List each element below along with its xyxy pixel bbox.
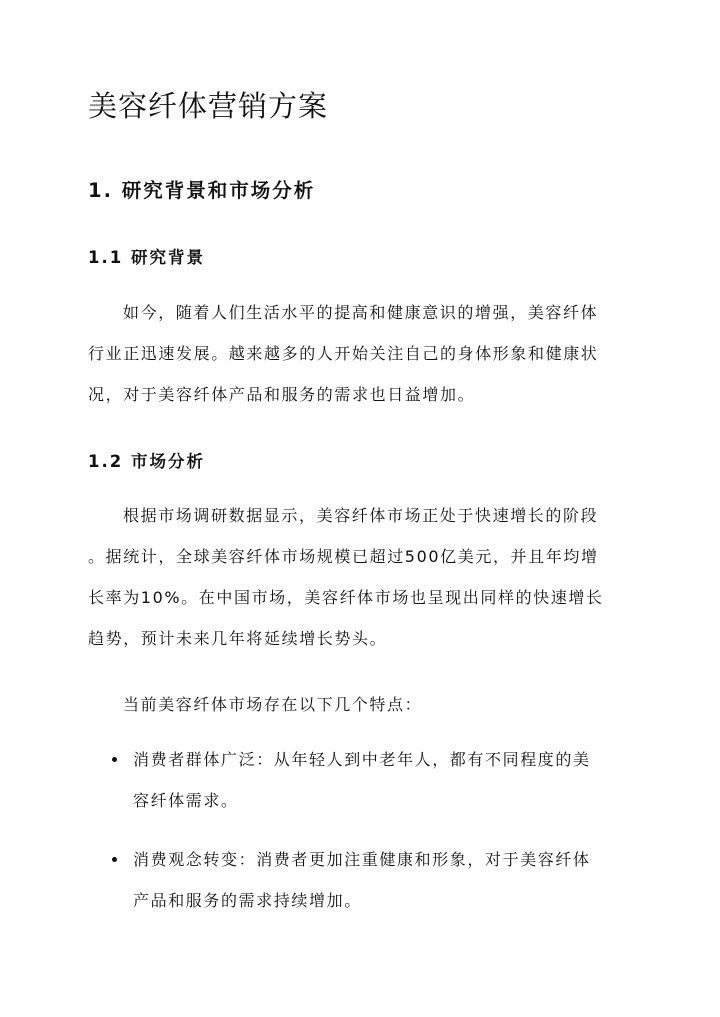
list-item-line: 产品和服务的需求持续增加。	[133, 891, 362, 910]
subsection-heading-1-2: 1.2 市场分析	[88, 452, 205, 471]
list-item-line: 消费观念转变：消费者更加注重健康和形象，对于美容纤体	[133, 850, 591, 869]
bullet-icon	[112, 757, 117, 762]
paragraph-line: 如今，随着人们生活水平的提高和健康意识的增强，美容纤体	[123, 303, 599, 322]
paragraph-line: 况，对于美容纤体产品和服务的需求也日益增加。	[88, 385, 476, 404]
list-item-line: 消费者群体广泛：从年轻人到中老年人，都有不同程度的美	[133, 750, 591, 769]
list-item	[88, 839, 636, 921]
document-title: 美容纤体营销方案	[88, 89, 329, 123]
market-features-list	[88, 739, 636, 939]
bullet-icon	[112, 857, 117, 862]
paragraph-line: 当前美容纤体市场存在以下几个特点：	[123, 695, 423, 714]
section-heading-1: 1. 研究背景和市场分析	[88, 179, 316, 202]
paragraph-line: 根据市场调研数据显示，美容纤体市场正处于快速增长的阶段	[123, 506, 599, 525]
paragraph-line: 。据统计，全球美容纤体市场规模已超过500亿美元，并且年均增	[88, 547, 599, 566]
paragraph-line: 趋势，预计未来几年将延续增长势头。	[88, 629, 388, 648]
paragraph-line: 行业正迅速发展。越来越多的人开始关注自己的身体形象和健康状	[88, 344, 599, 363]
paragraph-research-background	[88, 292, 636, 415]
subsection-heading-1-1: 1.1 研究背景	[88, 248, 205, 267]
paragraph-market-analysis	[88, 495, 636, 659]
paragraph-line: 长率为10%。在中国市场，美容纤体市场也呈现出同样的快速增长	[88, 588, 604, 607]
list-item-line: 容纤体需求。	[133, 791, 239, 810]
list-item	[88, 739, 636, 821]
paragraph-market-features-intro	[88, 684, 636, 725]
